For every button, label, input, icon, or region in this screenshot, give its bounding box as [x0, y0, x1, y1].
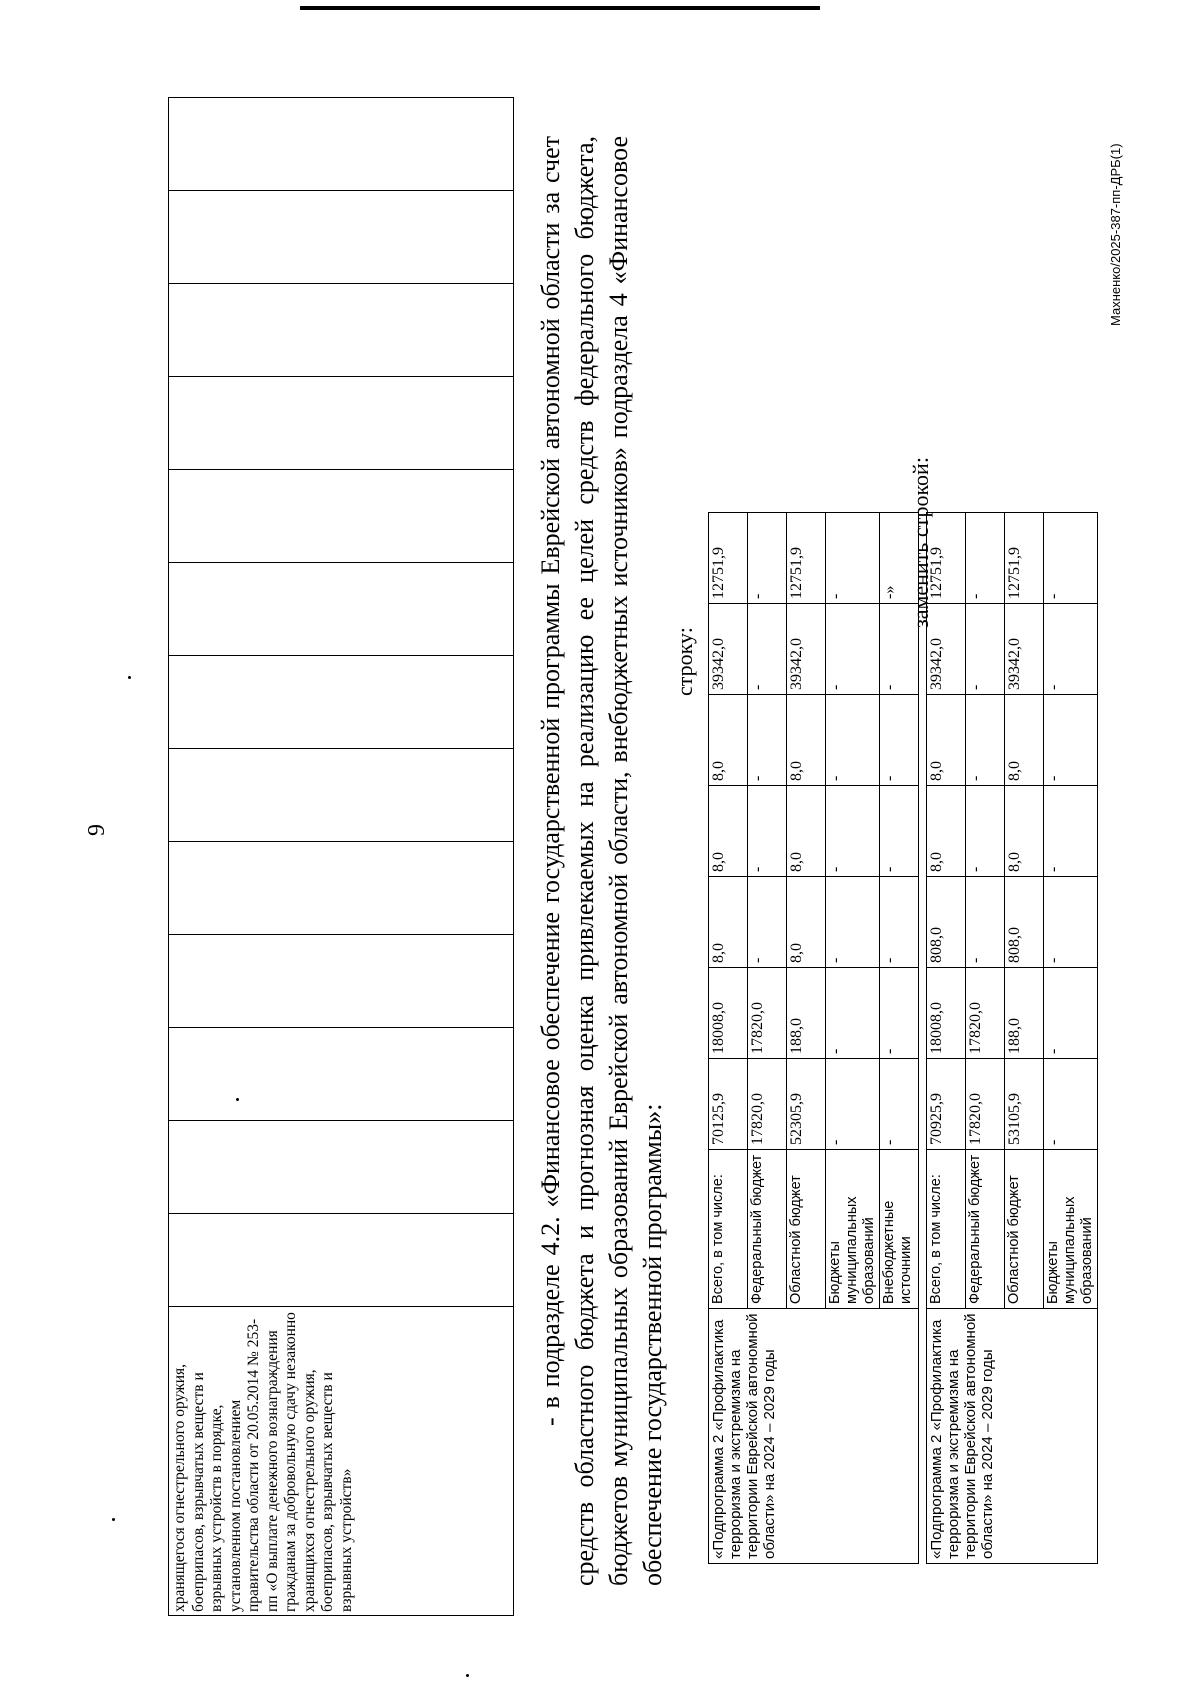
document-code: Махненко/2025-387-пп-ДРБ(1) [1108, 143, 1123, 326]
value-cell: 39342,0 [787, 604, 826, 695]
value-cell: - [826, 513, 880, 604]
label-new-row: заменить строкой: [908, 457, 933, 628]
top-table-empty-cell [169, 1214, 514, 1307]
value-cell: - [880, 1059, 919, 1150]
value-cell: 12751,9 [927, 513, 966, 604]
category-cell: Всего, в том числе: [927, 1150, 966, 1309]
value-cell: - [826, 877, 880, 968]
value-cell: 8,0 [927, 786, 966, 877]
top-table-empty-cell [169, 1121, 514, 1214]
label-old-row: строку: [672, 627, 697, 696]
value-cell: 8,0 [1005, 786, 1044, 877]
value-cell: - [1044, 695, 1098, 786]
top-table-empty-cell [169, 470, 514, 563]
value-cell: 39342,0 [927, 604, 966, 695]
top-table-text-cell: хранящегося огнестрельного оружия, боеприпасов, взрывчатых веществ и взрывных устройств в порядке, установленном постановлением правительства области от 20.05.2014 № 253-пп «О выплате денежного вознаграждения гражданам за добровольную сдачу незаконно хранящихся огнестрельного оружия, боеприпасов, взрывчатых веществ и взрывных устройств» [169, 1307, 514, 1616]
value-cell: - [966, 513, 1005, 604]
value-cell: - [1044, 604, 1098, 695]
top-table-empty-cell [169, 1028, 514, 1121]
value-cell: - [826, 695, 880, 786]
value-cell: 12751,9 [787, 513, 826, 604]
category-cell: Бюджеты муниципальных образований [826, 1150, 880, 1309]
value-cell: 17820,0 [748, 1059, 787, 1150]
table-row [709, 513, 748, 1564]
value-cell: - [1044, 1059, 1098, 1150]
value-cell: - [1044, 513, 1098, 604]
top-table-empty-cell [169, 842, 514, 935]
value-cell: - [880, 877, 919, 968]
subprogram-cell: «Подпрограмма 2 «Профилактика терроризма и экстремизма на территории Еврейской автономной области» на 2024 – 2029 годы [709, 1309, 919, 1564]
value-cell: 8,0 [787, 786, 826, 877]
amendment-paragraph [534, 136, 670, 1586]
value-cell: 17820,0 [966, 968, 1005, 1059]
category-cell: Областной бюджет [1005, 1150, 1044, 1309]
value-cell: 70125,9 [709, 1059, 748, 1150]
value-cell: -» [880, 513, 919, 604]
top-table-empty-cell [169, 98, 514, 191]
value-cell: 8,0 [1005, 695, 1044, 786]
value-cell: 52305,9 [787, 1059, 826, 1150]
top-table-empty-cell [169, 284, 514, 377]
value-cell: - [748, 877, 787, 968]
value-cell: - [748, 786, 787, 877]
value-cell: 17820,0 [966, 1059, 1005, 1150]
category-cell: Бюджеты муниципальных образований [1044, 1150, 1098, 1309]
value-cell: 39342,0 [1005, 604, 1044, 695]
value-cell: 808,0 [927, 877, 966, 968]
top-table-empty-cell [169, 563, 514, 656]
value-cell: - [826, 1059, 880, 1150]
category-cell: Областной бюджет [787, 1150, 826, 1309]
value-cell: - [966, 604, 1005, 695]
value-cell: 18008,0 [927, 968, 966, 1059]
value-cell: 8,0 [709, 786, 748, 877]
value-cell: - [880, 695, 919, 786]
value-cell: 188,0 [1005, 968, 1044, 1059]
value-cell: 808,0 [1005, 877, 1044, 968]
top-table [168, 97, 514, 1616]
amendment-text: - в подразделе 4.2. «Финансовое обеспечение государственной программы Еврейской автономной области за счет средств областного бюджета и прогнозная оценка привлекаемых на реализацию ее целей средств федерального бюджета, бюджетов муниципальных образований Еврейской автономной области, внебюджетных источников» подраздела 4 «Финансовое обеспечение государственной программы»: [536, 136, 667, 1586]
table-old [708, 512, 919, 1564]
top-table-empty-cell [169, 191, 514, 284]
value-cell: 8,0 [709, 877, 748, 968]
value-cell: - [966, 877, 1005, 968]
page-number: 9 [84, 824, 110, 836]
value-cell: - [1044, 786, 1098, 877]
category-cell: Федеральный бюджет [748, 1150, 787, 1309]
value-cell: - [748, 695, 787, 786]
value-cell: - [966, 695, 1005, 786]
value-cell: - [966, 786, 1005, 877]
value-cell: 8,0 [787, 877, 826, 968]
value-cell: - [826, 604, 880, 695]
category-cell: Внебюджетные источники [880, 1150, 919, 1309]
value-cell: - [880, 968, 919, 1059]
top-table-empty-cell [169, 935, 514, 1028]
value-cell: - [826, 968, 880, 1059]
value-cell: - [880, 604, 919, 695]
value-cell: 12751,9 [1005, 513, 1044, 604]
value-cell: 70925,9 [927, 1059, 966, 1150]
value-cell: 17820,0 [748, 968, 787, 1059]
value-cell: - [748, 513, 787, 604]
subprogram-cell: «Подпрограмма 2 «Профилактика терроризма и экстремизма на территории Еврейской автономной области» на 2024 – 2029 годы [927, 1309, 1098, 1564]
value-cell: 8,0 [709, 695, 748, 786]
value-cell: 12751,9 [709, 513, 748, 604]
value-cell: 188,0 [787, 968, 826, 1059]
value-cell: - [748, 604, 787, 695]
value-cell: - [826, 786, 880, 877]
value-cell: 18008,0 [709, 968, 748, 1059]
value-cell: 53105,9 [1005, 1059, 1044, 1150]
value-cell: - [1044, 968, 1098, 1059]
category-cell: Всего, в том числе: [709, 1150, 748, 1309]
value-cell: - [1044, 877, 1098, 968]
value-cell: 39342,0 [709, 604, 748, 695]
table-new [926, 512, 1098, 1564]
top-table-empty-cell [169, 377, 514, 470]
category-cell: Федеральный бюджет [966, 1150, 1005, 1309]
top-table-empty-cell [169, 656, 514, 749]
value-cell: 8,0 [927, 695, 966, 786]
table-row [927, 513, 966, 1564]
value-cell: 8,0 [787, 695, 826, 786]
value-cell: - [880, 786, 919, 877]
top-table-empty-cell [169, 749, 514, 842]
